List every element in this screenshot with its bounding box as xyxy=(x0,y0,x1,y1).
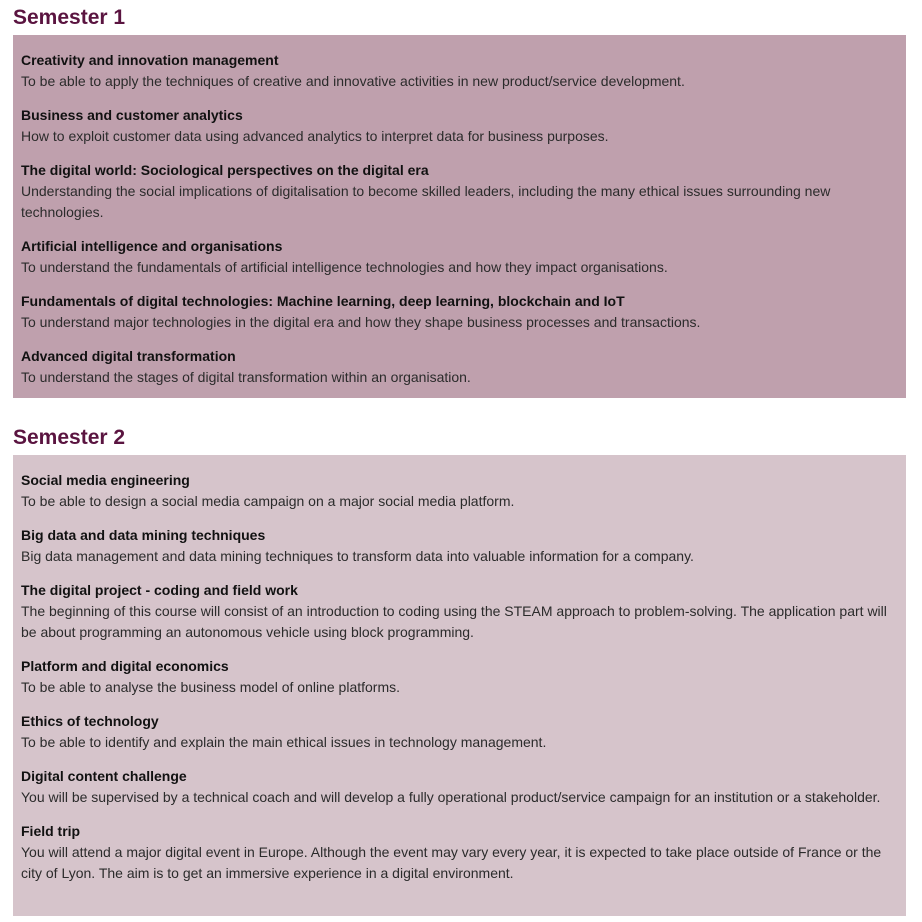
course-description: To be able to identify and explain the main ethical issues in technology management. xyxy=(21,734,547,750)
course-title: Artificial intelligence and organisations xyxy=(21,238,283,254)
course-item xyxy=(21,711,898,753)
course-title: Advanced digital transformation xyxy=(21,348,236,364)
semester-2-course-list xyxy=(13,455,906,916)
course-title: Platform and digital economics xyxy=(21,658,229,674)
course-title: Fundamentals of digital technologies: Machine learning, deep learning, blockchain and IoT xyxy=(21,293,625,309)
course-item xyxy=(21,160,898,223)
course-item xyxy=(21,346,898,388)
semester-1-title: Semester 1 xyxy=(13,6,126,29)
course-item xyxy=(21,236,898,278)
course-description: To be able to analyse the business model of online platforms. xyxy=(21,679,401,695)
course-title: The digital world: Sociological perspectives on the digital era xyxy=(21,162,429,178)
course-item xyxy=(21,470,898,512)
course-title: Ethics of technology xyxy=(21,713,159,729)
course-item xyxy=(21,766,898,808)
course-title: Social media engineering xyxy=(21,472,190,488)
course-item xyxy=(21,105,898,147)
course-description: You will be supervised by a technical coach and will develop a fully operational product/service campaign for an institution or a stakeholder. xyxy=(21,789,881,805)
course-item xyxy=(21,525,898,567)
course-description: Understanding the social implications of digitalisation to become skilled leaders, including the many ethical issues surrounding new technologies. xyxy=(21,183,831,220)
course-item xyxy=(21,821,898,884)
course-description: You will attend a major digital event in Europe. Although the event may vary every year, it is expected to take place outside of France or the city of Lyon. The aim is to get an immersive experience in a digital environment. xyxy=(21,844,882,881)
course-item xyxy=(21,580,898,643)
course-description: To understand the stages of digital transformation within an organisation. xyxy=(21,369,471,385)
semester-1-course-list xyxy=(13,35,906,398)
course-item xyxy=(21,50,898,92)
course-title: Digital content challenge xyxy=(21,768,187,784)
course-description: To understand major technologies in the digital era and how they shape business processes and transactions. xyxy=(21,314,701,330)
course-description: How to exploit customer data using advanced analytics to interpret data for business purposes. xyxy=(21,128,609,144)
course-item xyxy=(21,291,898,333)
course-title: Creativity and innovation management xyxy=(21,52,279,68)
course-title: Field trip xyxy=(21,823,81,839)
course-item xyxy=(21,656,898,698)
course-title: Big data and data mining techniques xyxy=(21,527,266,543)
course-title: Business and customer analytics xyxy=(21,107,243,123)
course-description: To understand the fundamentals of artificial intelligence technologies and how they impact organisations. xyxy=(21,259,668,275)
semester-2-title: Semester 2 xyxy=(13,426,126,449)
course-title: The digital project - coding and field work xyxy=(21,582,298,598)
course-description: To be able to design a social media campaign on a major social media platform. xyxy=(21,493,515,509)
course-description: Big data management and data mining techniques to transform data into valuable information for a company. xyxy=(21,548,694,564)
course-description: To be able to apply the techniques of creative and innovative activities in new product/service development. xyxy=(21,73,685,89)
course-description: The beginning of this course will consist of an introduction to coding using the STEAM approach to problem-solving. The application part will be about programming an autonomous vehicle using block programming. xyxy=(21,603,887,640)
